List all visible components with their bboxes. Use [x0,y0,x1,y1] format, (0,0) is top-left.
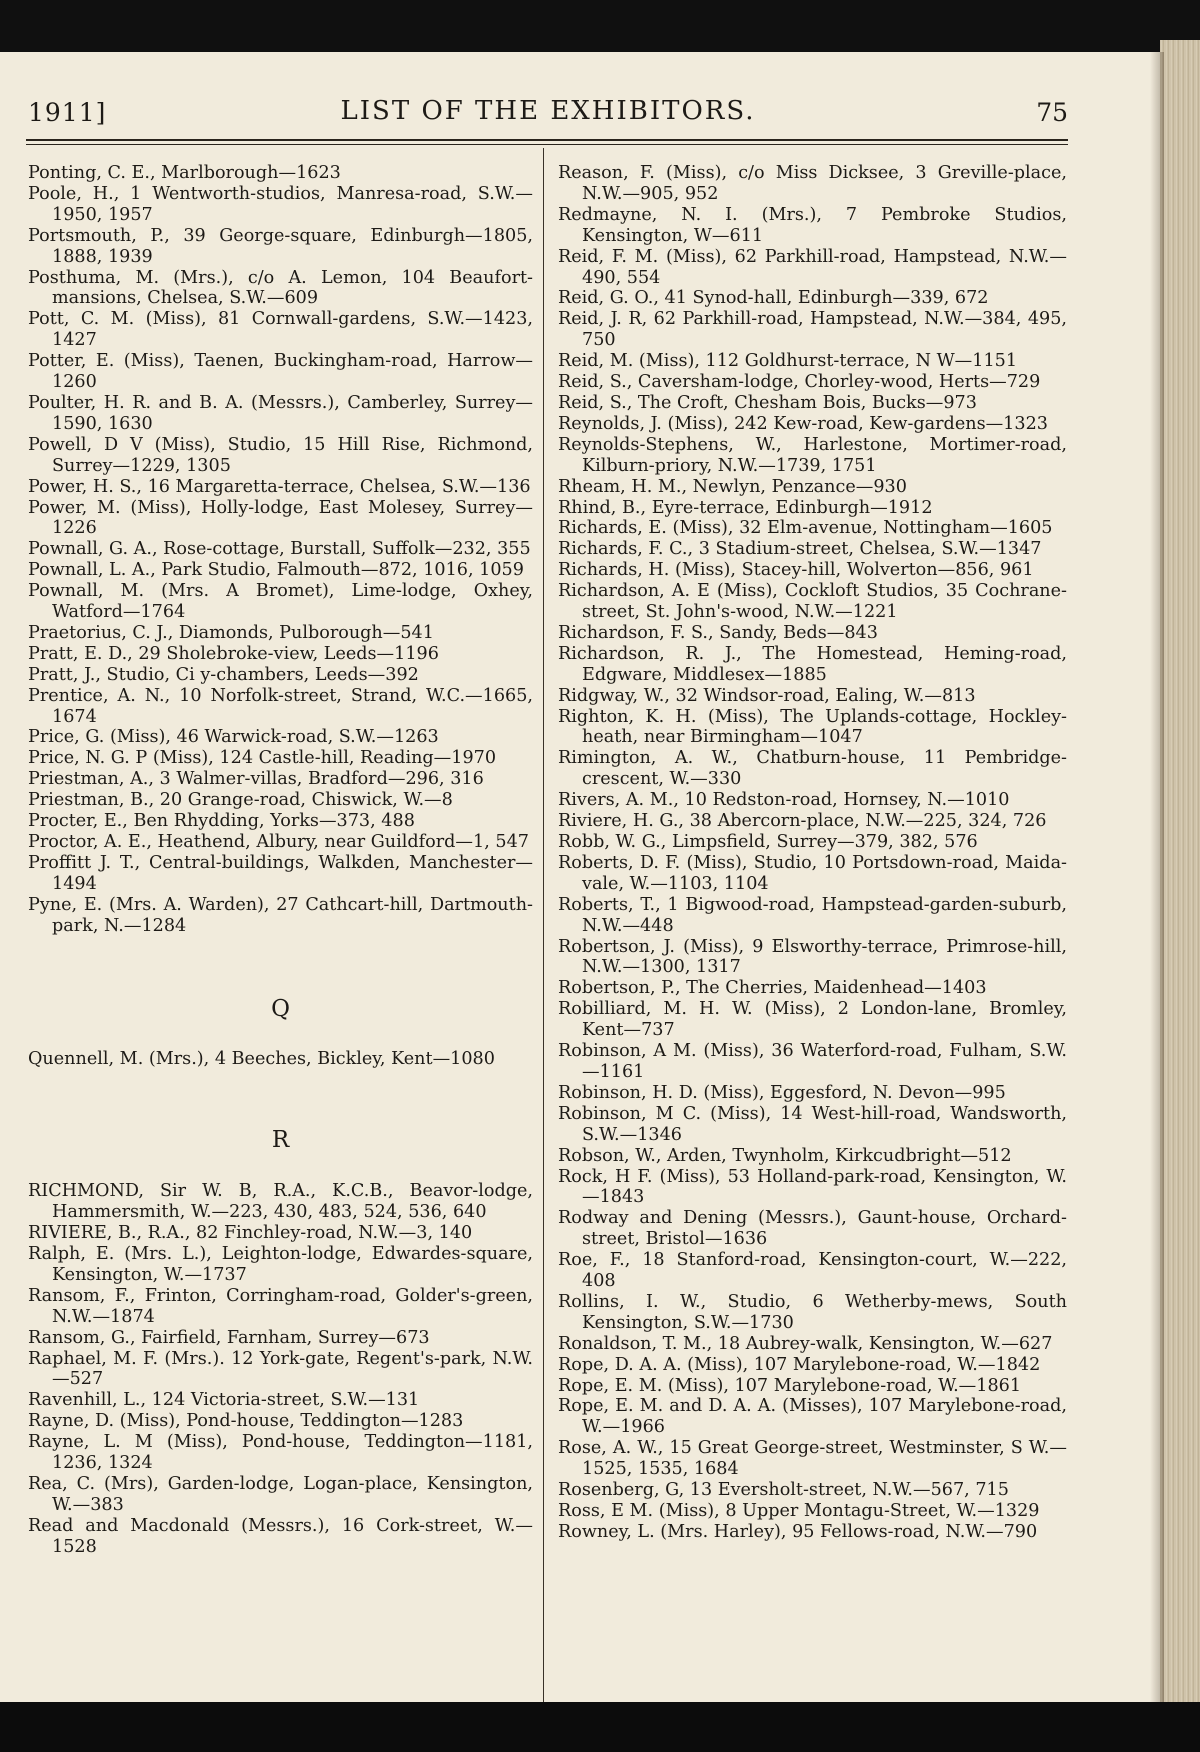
exhibitor-entry: Richards, E. (Miss), 32 Elm-avenue, Nottingham—1605 [558,518,1053,539]
exhibitor-entry: Portsmouth, P., 39 George-square, Edinburgh—1805, 1888, 1939 [28,225,533,267]
exhibitor-entry: Richardson, R. J., The Homestead, Heming-road, Edgware, Middlesex—1885 [558,643,1067,685]
exhibitor-entry: Ronaldson, T. M., 18 Aubrey-walk, Kensington, W.—627 [558,1333,1053,1354]
exhibitor-entry: Ransom, G., Fairfield, Farnham, Surrey—673 [28,1327,430,1348]
exhibitor-entry: Rock, H F. (Miss), 53 Holland-park-road, Kensington, W.—1843 [558,1166,1067,1208]
exhibitor-entry: Robilliard, M. H. W. (Miss), 2 London-lane, Bromley, Kent—737 [558,999,1067,1041]
exhibitor-entry: Reid, M. (Miss), 112 Goldhurst-terrace, N W—1151 [558,351,1018,372]
exhibitor-entry: Praetorius, C. J., Diamonds, Pulborough—541 [28,622,434,643]
exhibitor-entry: Richards, H. (Miss), Stacey-hill, Wolverton—856, 961 [558,560,1034,581]
exhibitor-entry: Posthuma, M. (Mrs.), c/o A. Lemon, 104 Beaufort-mansions, Chelsea, S.W.—609 [28,267,533,309]
exhibitor-entry: Procter, E., Ben Rhydding, Yorks—373, 488 [28,811,415,832]
exhibitor-entry: Power, H. S., 16 Margaretta-terrace, Chelsea, S.W.—136 [28,476,531,497]
exhibitor-entry: Proctor, A. E., Heathend, Albury, near Guildford—1, 547 [28,832,529,852]
exhibitor-entry: Rivers, A. M., 10 Redston-road, Hornsey, N.—1010 [558,790,1010,811]
exhibitor-entry: Roe, F., 18 Stanford-road, Kensington-court, W.—222, 408 [558,1250,1067,1292]
page-gutter-shadow [1150,52,1164,1702]
exhibitor-entry: Pyne, E. (Mrs. A. Warden), 27 Cathcart-hill, Dartmouth-park, N.—1284 [28,894,533,936]
exhibitor-entry: Ransom, F., Frinton, Corringham-road, Golder's-green, N.W.—1874 [28,1285,533,1327]
exhibitor-entry: Richardson, A. E (Miss), Cockloft Studios, 35 Cochrane-street, St. John's-wood, N.W.—1221 [558,581,1067,623]
exhibitor-entry: Rimington, A. W., Chatburn-house, 11 Pembridge-crescent, W.—330 [558,748,1067,790]
exhibitor-entry: Roberts, T., 1 Bigwood-road, Hampstead-garden-suburb, N.W.—448 [558,894,1067,936]
exhibitor-entry: Rollins, I. W., Studio, 6 Wetherby-mews, South Kensington, S.W.—1730 [558,1291,1067,1333]
exhibitor-entry: Reynolds, J. (Miss), 242 Kew-road, Kew-gardens—1323 [558,413,1048,434]
exhibitor-entry: Reason, F. (Miss), c/o Miss Dicksee, 3 Greville-place, N.W.—905, 952 [558,163,1067,204]
exhibitor-entry: Rope, E. M. and D. A. A. (Misses), 107 Marylebone-road, W.—1966 [558,1396,1067,1438]
exhibitor-entry: Robertson, P., The Cherries, Maidenhead—1403 [558,978,987,999]
right-column [558,163,1067,1543]
exhibitor-entry: Rayne, D. (Miss), Pond-house, Teddington—1283 [28,1411,464,1432]
exhibitor-entry: Ross, E M. (Miss), 8 Upper Montagu-Street, W.—1329 [558,1501,1040,1521]
column-divider [543,148,544,1708]
running-title: LIST OF THE EXHIBITORS. [340,96,756,126]
exhibitor-entry: Pott, C. M. (Miss), 81 Cornwall-gardens, S.W.—1423, 1427 [28,309,533,351]
book-page [0,52,1160,1702]
exhibitor-entry: Rose, A. W., 15 Great George-street, Westminster, S W.—1525, 1535, 1684 [558,1438,1067,1480]
exhibitor-entry: Riviere, H. G., 38 Abercorn-place, N.W.—225, 324, 726 [558,811,1047,832]
page-number: 75 [1036,98,1068,127]
exhibitor-entry: Robinson, H. D. (Miss), Eggesford, N. Devon—995 [558,1082,1006,1103]
exhibitor-entry: Robinson, M C. (Miss), 14 West-hill-road, Wandsworth, S.W.—1346 [558,1103,1067,1145]
exhibitor-entry: Read and Macdonald (Messrs.), 16 Cork-street, W.—1528 [28,1515,533,1557]
section-letter-r: R [271,1127,290,1154]
exhibitor-entry: Ridgway, W., 32 Windsor-road, Ealing, W.—813 [558,685,976,706]
exhibitor-entry: Reid, S., Caversham-lodge, Chorley-wood, Herts—729 [558,372,1041,393]
exhibitor-entry: Richards, F. C., 3 Stadium-street, Chelsea, S.W.—1347 [558,539,1042,560]
exhibitor-entry: RIVIERE, B., R.A., 82 Finchley-road, N.W.—3, 140 [28,1223,473,1244]
exhibitor-entry: Priestman, A., 3 Walmer-villas, Bradford—296, 316 [28,769,484,790]
exhibitor-entry: Pownall, L. A., Park Studio, Falmouth—872, 1016, 1059 [28,560,524,581]
exhibitor-entry: Power, M. (Miss), Holly-lodge, East Molesey, Surrey—1226 [28,497,533,539]
exhibitor-entry: Proffitt J. T., Central-buildings, Walkden, Manchester—1494 [28,852,533,894]
exhibitor-entry: Powell, D V (Miss), Studio, 15 Hill Rise, Richmond, Surrey—1229, 1305 [28,434,533,476]
exhibitor-entry: Ralph, E. (Mrs. L.), Leighton-lodge, Edwardes-square, Kensington, W.—1737 [28,1243,533,1285]
exhibitor-entry: Poole, H., 1 Wentworth-studios, Manresa-road, S.W.—1950, 1957 [28,183,533,225]
running-header [28,98,1068,138]
exhibitor-entry: Rope, E. M. (Miss), 107 Marylebone-road, W.—1861 [558,1375,1022,1396]
exhibitor-entry: Rayne, L. M (Miss), Pond-house, Teddington—1181, 1236, 1324 [28,1432,533,1474]
entries-p [28,163,533,937]
exhibitor-entry: Potter, E. (Miss), Taenen, Buckingham-road, Harrow—1260 [28,351,533,393]
scan-border-top [0,0,1200,52]
exhibitor-entry: Robb, W. G., Limpsfield, Surrey—379, 382, 576 [558,832,978,852]
exhibitor-entry: Roberts, D. F. (Miss), Studio, 10 Portsdown-road, Maida-vale, W.—1103, 1104 [558,852,1067,894]
exhibitor-entry: Ravenhill, L., 124 Victoria-street, S.W.—131 [28,1390,420,1411]
exhibitor-entry: Pratt, E. D., 29 Sholebroke-view, Leeds—1196 [28,643,439,664]
left-column [28,163,533,1558]
exhibitor-entry: Robertson, J. (Miss), 9 Elsworthy-terrace, Primrose-hill, N.W.—1300, 1317 [558,936,1067,978]
exhibitor-entry: Ponting, C. E., Marlborough—1623 [28,163,341,183]
section-letter-q: Q [271,995,290,1022]
entries-r [28,1181,533,1557]
exhibitor-entry: RICHMOND, Sir W. B, R.A., K.C.B., Beavor-lodge, Hammersmith, W.—223, 430, 483, 524, 536, 640 [28,1181,533,1223]
exhibitor-entry: Prentice, A. N., 10 Norfolk-street, Strand, W.C.—1665, 1674 [28,685,533,727]
scan-border-bottom [0,1702,1200,1752]
exhibitor-entry: Richardson, F. S., Sandy, Beds—843 [558,622,878,643]
exhibitor-entry: Price, N. G. P (Miss), 124 Castle-hill, Reading—1970 [28,748,497,769]
running-year: 1911] [28,98,107,127]
exhibitor-entry: Robson, W., Arden, Twynholm, Kirkcudbright—512 [558,1145,1012,1166]
exhibitor-entry: Rea, C. (Mrs), Garden-lodge, Logan-place, Kensington, W.—383 [28,1473,533,1515]
header-rule-thin [26,144,1068,145]
exhibitor-entry: Rope, D. A. A. (Miss), 107 Marylebone-road, W.—1842 [558,1354,1041,1375]
exhibitor-entry: Rheam, H. M., Newlyn, Penzance—930 [558,476,907,497]
exhibitor-entry: Rosenberg, G, 13 Eversholt-street, N.W.—567, 715 [558,1480,1009,1501]
book-fore-edge [1160,40,1200,1710]
exhibitor-entry: Reid, J. R, 62 Parkhill-road, Hampstead, N.W.—384, 495, 750 [558,309,1067,351]
exhibitor-entry: Reid, S., The Croft, Chesham Bois, Bucks—973 [558,392,977,413]
exhibitor-entry: Pownall, G. A., Rose-cottage, Burstall, Suffolk—232, 355 [28,539,531,560]
exhibitor-entry: Raphael, M. F. (Mrs.). 12 York-gate, Regent's-park, N.W.—527 [28,1348,533,1390]
exhibitor-entry: Price, G. (Miss), 46 Warwick-road, S.W.—1263 [28,727,439,748]
exhibitor-entry: Righton, K. H. (Miss), The Uplands-cottage, Hockley-heath, near Birmingham—1047 [558,706,1067,748]
exhibitor-entry: Quennell, M. (Mrs.), 4 Beeches, Bickley, Kent—1080 [28,1049,495,1070]
header-rule-thick [26,139,1068,141]
exhibitor-entry: Rowney, L. (Mrs. Harley), 95 Fellows-road, N.W.—790 [558,1521,1038,1542]
exhibitor-entry: Poulter, H. R. and B. A. (Messrs.), Camberley, Surrey—1590, 1630 [28,392,533,434]
exhibitor-entry: Rodway and Dening (Messrs.), Gaunt-house, Orchard-street, Bristol—1636 [558,1208,1067,1250]
exhibitor-entry: Pratt, J., Studio, Ci y-chambers, Leeds—392 [28,664,419,685]
exhibitor-entry: Rhind, B., Eyre-terrace, Edinburgh—1912 [558,497,933,518]
exhibitor-entry: Reid, G. O., 41 Synod-hall, Edinburgh—339, 672 [558,288,989,309]
exhibitor-entry: Redmayne, N. I. (Mrs.), 7 Pembroke Studios, Kensington, W—611 [558,204,1067,246]
exhibitor-entry: Robinson, A M. (Miss), 36 Waterford-road, Fulham, S.W.—1161 [558,1041,1067,1082]
exhibitor-entry: Pownall, M. (Mrs. A Bromet), Lime-lodge, Oxhey, Watford—1764 [28,581,533,623]
exhibitor-entry: Reid, F. M. (Miss), 62 Parkhill-road, Hampstead, N.W.—490, 554 [558,246,1067,288]
exhibitor-entry: Reynolds-Stephens, W., Harlestone, Mortimer-road, Kilburn-priory, N.W.—1739, 1751 [558,434,1067,476]
exhibitor-entry: Priestman, B., 20 Grange-road, Chiswick, W.—8 [28,790,453,811]
